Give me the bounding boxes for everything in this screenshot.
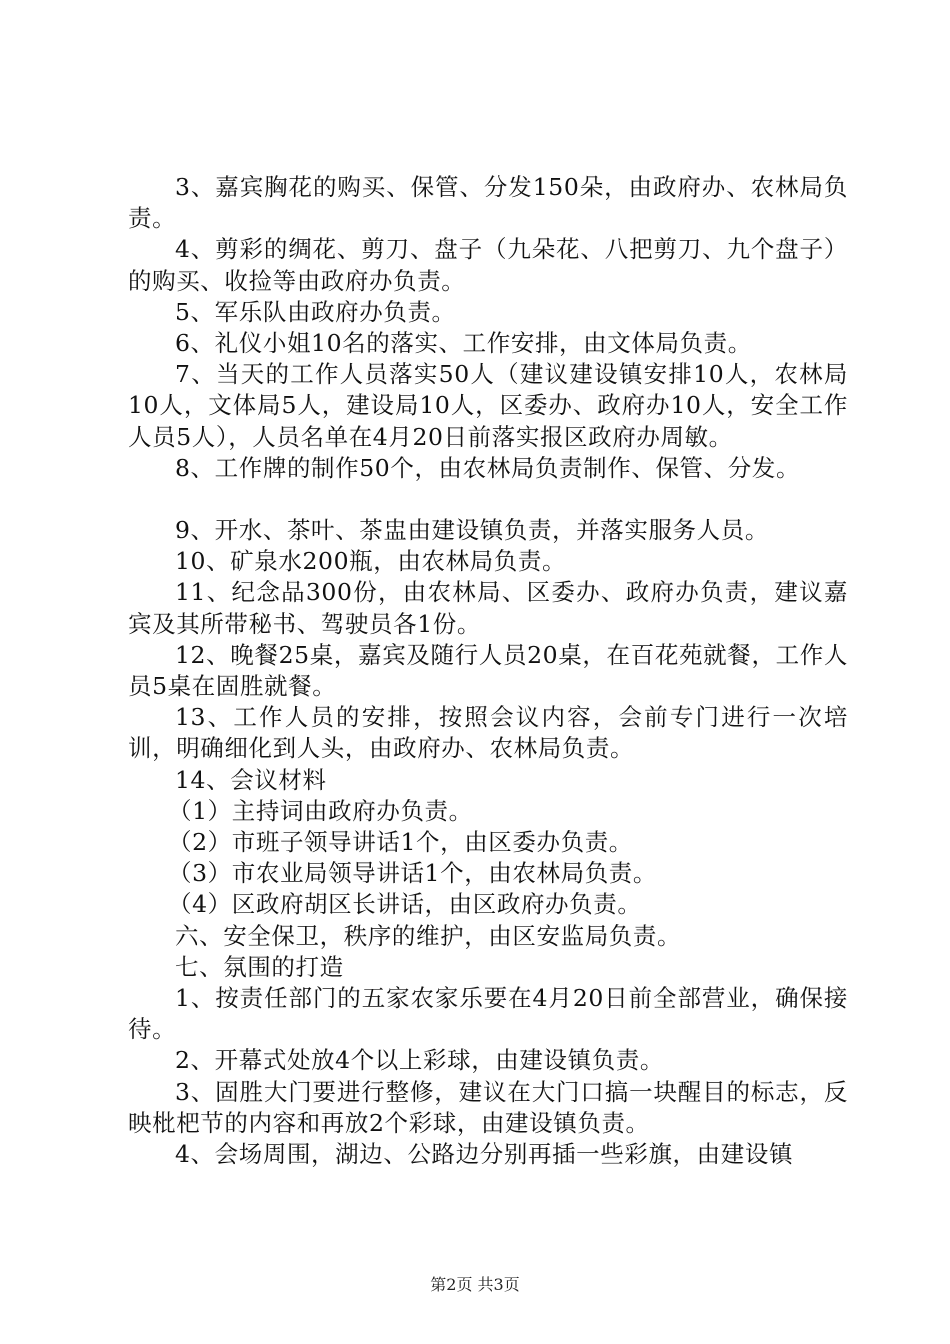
paragraph-item-5-military-band: 5、军乐队由政府办负责。 — [175, 297, 456, 326]
page-footer — [0, 1272, 950, 1295]
paragraph-sub-1-host-script: （1）主持词由政府办负责。 — [168, 796, 473, 825]
paragraph-item-12-dinner: 12、晚餐25桌，嘉宾及随行人员20桌，在百花苑就餐，工作人员5桌在固胜就餐。 — [128, 640, 848, 701]
paragraph-item-3-boutonnieres: 3、嘉宾胸花的购买、保管、分发150朵，由政府办、农林局负责。 — [128, 173, 848, 233]
section-heading-security: 六、安全保卫，秩序的维护，由区安监局负责。 — [175, 921, 682, 950]
paragraph-atmosphere-1-farm-stays: 1、按责任部门的五家农家乐要在4月20日前全部营业，确保接待。 — [128, 984, 848, 1044]
paragraph-atmosphere-2-balloons: 2、开幕式处放4个以上彩球，由建设镇负责。 — [175, 1046, 665, 1075]
paragraph-atmosphere-4-flags: 4、会场周围，湖边、公路边分别再插一些彩旗，由建设镇 — [175, 1140, 794, 1169]
paragraph-item-13-training: 13、工作人员的安排，按照会议内容，会前专门进行一次培训，明确细化到人头，由政府办、农林局负责。 — [128, 703, 848, 763]
paragraph-item-4-ribbon-cutting: 4、剪彩的绸花、剪刀、盘子（九朵花、八把剪刀、九个盘子）的购买、收捡等由政府办负责。 — [128, 235, 848, 295]
paragraph-item-14-materials: 14、会议材料 — [175, 765, 327, 794]
section-heading-atmosphere: 七、氛围的打造 — [175, 952, 344, 981]
paragraph-atmosphere-3-gate: 3、固胜大门要进行整修，建议在大门口搞一块醒目的标志，反映枇杷节的内容和再放2个彩球，由建设镇负责。 — [128, 1077, 848, 1137]
paragraph-item-6-etiquette-staff: 6、礼仪小姐10名的落实、工作安排，由文体局负责。 — [175, 329, 752, 358]
paragraph-sub-2-city-leader-speech: （2）市班子领导讲话1个，由区委办负责。 — [168, 828, 633, 857]
paragraph-item-11-souvenirs: 11、纪念品300份，由农林局、区委办、政府办负责，建议嘉宾及其所带秘书、驾驶员各1份。 — [128, 578, 848, 638]
paragraph-item-8-badges: 8、工作牌的制作50个，由农林局负责制作、保管、分发。 — [175, 453, 801, 482]
paragraph-item-9-tea-service: 9、开水、茶叶、茶盅由建设镇负责，并落实服务人员。 — [175, 516, 769, 545]
paragraph-item-7-staff-assignment: 7、当天的工作人员落实50人（建议建设镇安排10人，农林局10人，文体局5人，建设局10人，区委办、政府办10人，安全工作人员5人），人员名单在4月20日前落实报区政府办周敏。 — [128, 360, 848, 451]
paragraph-item-10-mineral-water: 10、矿泉水200瓶，由农林局负责。 — [175, 547, 567, 576]
paragraph-sub-3-agri-bureau-speech: （3）市农业局领导讲话1个，由农林局负责。 — [168, 859, 658, 888]
page-number: 第2页 共3页 — [430, 1275, 520, 1294]
paragraph-sub-4-district-head-speech: （4）区政府胡区长讲话，由区政府办负责。 — [168, 890, 642, 919]
document-body — [128, 172, 848, 1170]
